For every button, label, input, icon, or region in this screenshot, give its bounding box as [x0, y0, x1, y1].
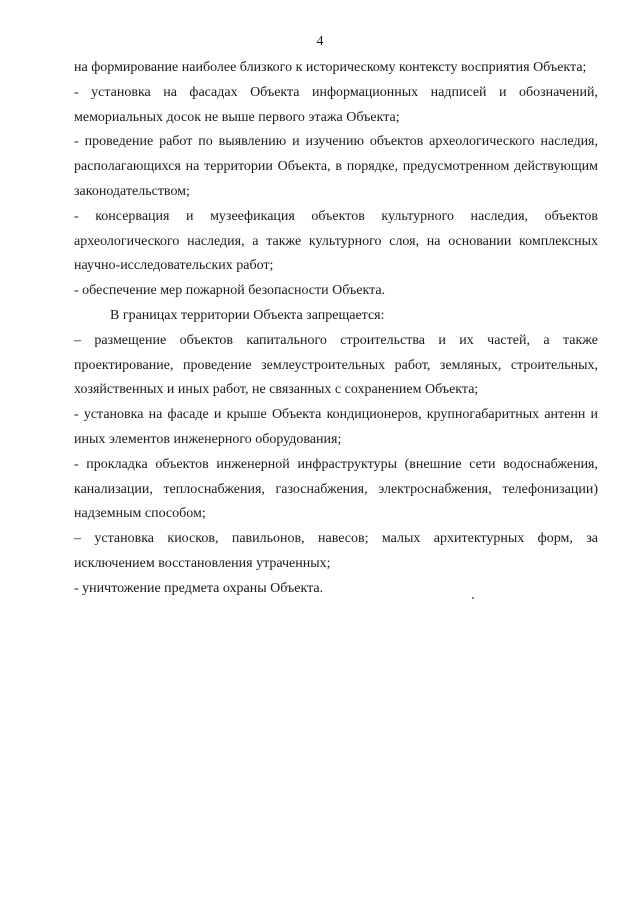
paragraph-facade-signs: - установка на фасадах Объекта информационных надписей и обозначений, мемориальных досок не выше первого этажа Объекта; [74, 84, 598, 125]
paragraph-fire-safety: - обеспечение мер пожарной безопасности Объекта. [74, 283, 386, 299]
paragraph-archaeology-works: - проведение работ по выявлению и изучению объектов археологического наследия, располагающихся на территории Объекта, в порядке, предусмотренном действующим законодательством; [74, 134, 598, 199]
paragraph-engineering-networks: - прокладка объектов инженерной инфраструктуры (внешние сети водоснабжения, канализации, теплоснабжения, газоснабжения, электроснабжения, телефонизации) надземным способом; [74, 456, 598, 522]
paragraph-conservation: - консервация и музеефикация объектов культурного наследия, объектов археологического наследия, а также культурного слоя, на основании комплексных научно-исследовательских работ; [74, 208, 598, 274]
page-number: 4 [316, 34, 324, 49]
paragraph-capital-construction: – размещение объектов капитального строительства и их частей, а также проектирование, проведение землеустроительных работ, земляных, строительных, хозяйственных и иных работ, не связанных с сохранением Объекта; [74, 332, 598, 398]
paragraph-prohibitions-heading: В границах территории Объекта запрещается: [110, 307, 385, 323]
paragraph-continuation: на формирование наиболее близкого к историческому контексту восприятия Объекта; [74, 60, 587, 75]
paragraph-protection-subject: - уничтожение предмета охраны Объекта. [74, 580, 324, 596]
paragraph-kiosks: – установка киосков, павильонов, навесов; малых архитектурных форм, за исключением восстановления утраченных; [74, 531, 598, 571]
document-body [74, 56, 598, 602]
scan-speck [472, 597, 474, 599]
paragraph-air-conditioners: - установка на фасаде и крыше Объекта кондиционеров, крупногабаритных антенн и иных элементов инженерного оборудования; [74, 407, 598, 447]
